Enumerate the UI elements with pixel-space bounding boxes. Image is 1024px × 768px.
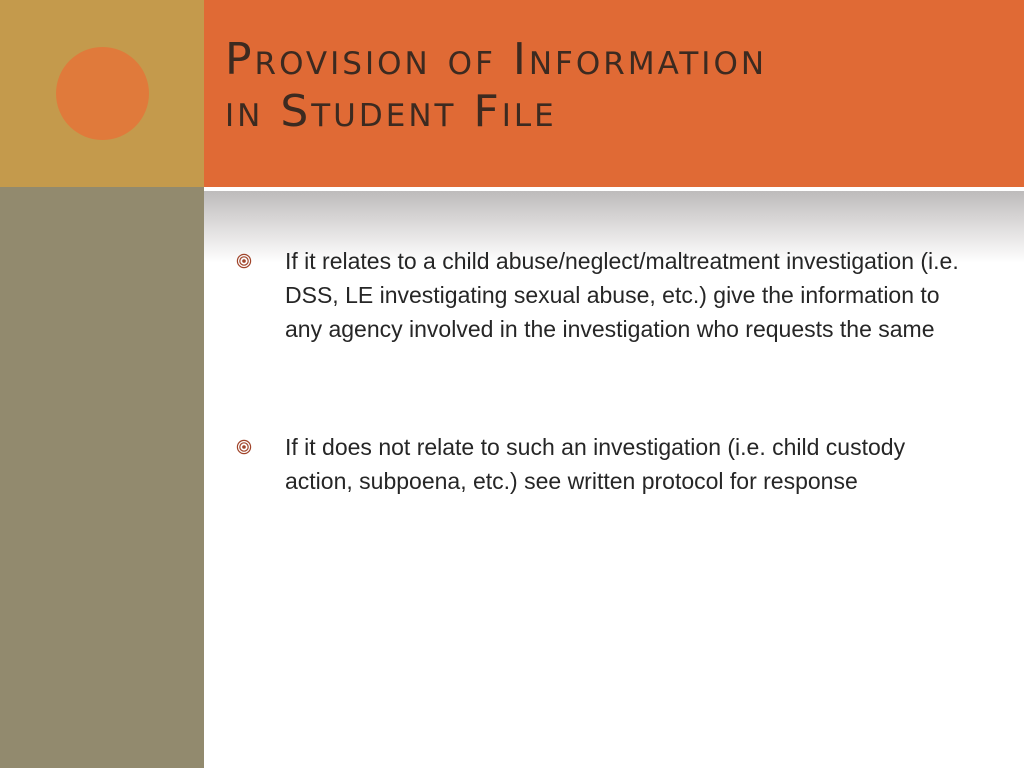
side-bar (0, 187, 204, 768)
slide-title (225, 34, 1005, 138)
slide-title-line: in Student File (225, 86, 557, 137)
bullet-list (236, 244, 976, 498)
bullet-text: If it does not relate to such an investigation (i.e. child custody action, subpoena, etc.) see written protocol for response (285, 434, 906, 494)
bullet-item (236, 244, 976, 346)
decorative-circle (56, 47, 149, 140)
slide-title-line: Provision of Information (225, 34, 768, 85)
bullet-text: If it relates to a child abuse/neglect/maltreatment investigation (i.e. DSS, LE investigating sexual abuse, etc.) give the information to any agency involved in the investigation who requests the same (285, 248, 959, 342)
corner-decoration (0, 0, 204, 187)
target-bullet-icon (236, 253, 252, 269)
bullet-item (236, 430, 976, 498)
target-bullet-icon (236, 439, 252, 455)
